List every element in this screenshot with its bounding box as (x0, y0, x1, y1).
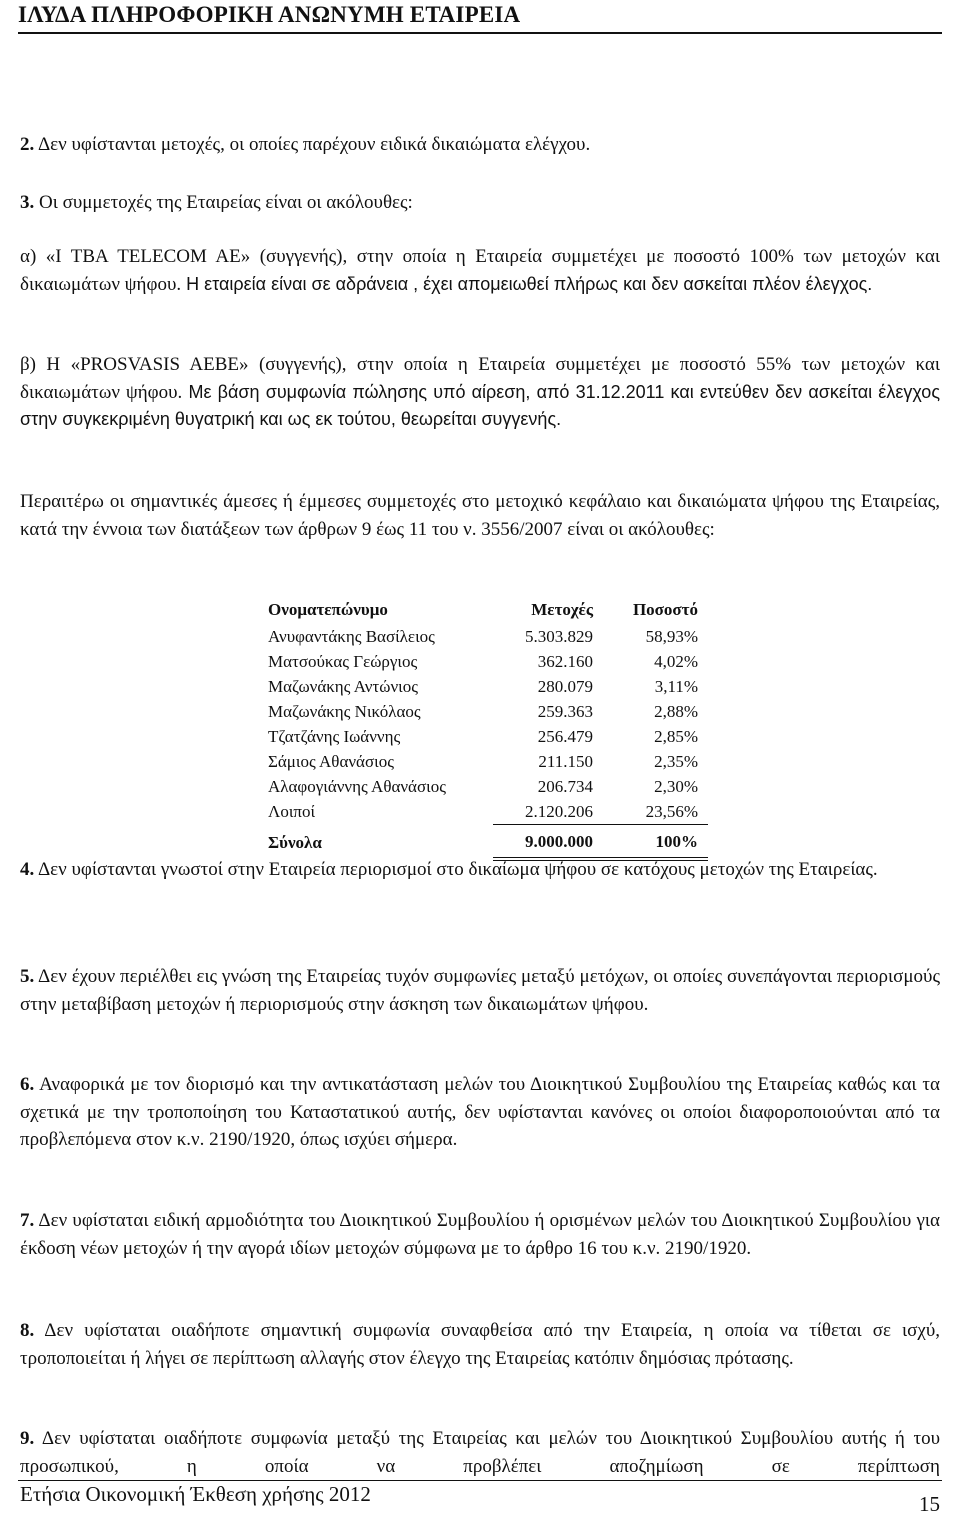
shareholder-shares: 256.479 (537, 726, 593, 746)
item-number: 2. (20, 134, 35, 155)
shareholder-percent: 2,88% (654, 701, 698, 721)
shareholder-percent: 2,85% (654, 726, 698, 746)
item-4 (20, 856, 940, 884)
table-row (266, 799, 708, 825)
item-number: 4. (20, 859, 35, 880)
table-row (266, 674, 708, 699)
page-number: 15 (919, 1492, 940, 1516)
table-total-row (266, 825, 708, 860)
shareholder-name: Λοιποί (268, 801, 316, 821)
table-row (266, 774, 708, 799)
total-percent: 100% (596, 825, 708, 860)
shareholder-shares: 5.303.829 (525, 626, 593, 646)
item-text: Δεν υφίσταται ειδική αρμοδιότητα του Διοικητικού Συμβουλίου ή ορισμένων μελών του Διοικητικού Συμβουλίου για έκδοση νέων μετοχών ή την αγορά ιδίων μετοχών σύμφωνα με το άρθρο 16 του κ.ν. 2190/1920. (20, 1210, 940, 1259)
shareholder-name: Αλαφογιάννης Αθανάσιος (268, 776, 446, 796)
subitem-note: Η εταιρεία είναι σε αδράνεια , έχει απομειωθεί πλήρως και δεν ασκείται πλέον έλεγχος. (181, 273, 873, 294)
item-text: Δεν υφίστανται γνωστοί στην Εταιρεία περιορισμοί στο δικαίωμα ψήφου σε κατόχους μετοχών της Εταιρείας. (34, 859, 878, 880)
item-text: Δεν έχουν περιέλθει εις γνώση της Εταιρείας τυχόν συμφωνίες μεταξύ μετόχων, οι οποίες συνεπάγονται περιορισμούς στην μεταβίβαση μετοχών ή περιορισμούς στην άσκηση των δικαιωμάτων ψήφου. (20, 966, 940, 1015)
shareholder-name: Τζατζάνης Ιωάννης (268, 726, 401, 746)
item-number: 6. (20, 1074, 35, 1095)
shareholder-percent: 23,56% (596, 799, 708, 825)
shareholders-intro: Περαιτέρω οι σημαντικές άμεσες ή έμμεσες συμμετοχές στο μετοχικό κεφάλαιο και δικαιώματα ψήφου της Εταιρείας, κατά την έννοια των διατάξεων των άρθρων 9 έως 11 του ν. 3556/2007 είναι οι ακόλουθες: (20, 491, 940, 540)
item-7 (20, 1207, 940, 1262)
document-header: ΙΛΥΔΑ ΠΛΗΡΟΦΟΡΙΚΗ ΑΝΩΝΥΜΗ ΕΤΑΙΡΕΙΑ (18, 2, 942, 34)
table-row (266, 699, 708, 724)
item-2 (20, 131, 940, 159)
shareholder-percent: 2,35% (654, 751, 698, 771)
header-name: Ονοματεπώνυμο (268, 600, 388, 619)
shareholder-shares: 362.160 (537, 651, 593, 671)
item-8 (20, 1317, 940, 1372)
subitem-b (20, 351, 940, 434)
shareholder-percent: 3,11% (654, 676, 698, 696)
shareholder-percent: 2,30% (654, 776, 698, 796)
item-text: Δεν υφίστανται μετοχές, οι οποίες παρέχουν ειδικά δικαιώματα ελέγχου. (34, 134, 591, 155)
item-6 (20, 1071, 940, 1154)
table-row (266, 649, 708, 674)
footer-title: Ετήσια Οικονομική Έκθεση χρήσης 2012 (20, 1482, 371, 1506)
shareholder-percent: 58,93% (645, 626, 698, 646)
header-shares: Μετοχές (531, 600, 593, 619)
shareholder-name: Ανυφαντάκης Βασίλειος (268, 626, 435, 646)
item-text: Αναφορικά με τον διορισμό και την αντικατάσταση μελών του Διοικητικού Συμβουλίου της Εταιρείας καθώς και τα σχετικά με την τροποποίηση του Καταστατικού αυτής, δεν υφίστανται κανόνες οι οποίοι διαφοροποιούνται από τα προβλεπόμενα στον κ.ν. 2190/1920, όπως ισχύει σήμερα. (20, 1074, 940, 1150)
subitem-text: β) Η «PROSVASIS AEBE» (συγγενής), στην οποία η Εταιρεία συμμετέχει με ποσοστό 55% των μετοχών και δικαιωμάτων ψήφου. (20, 354, 940, 403)
item-number: 5. (20, 966, 35, 987)
item-text: Δεν υφίσταται οιαδήποτε σημαντική συμφωνία συναφθείσα από την Εταιρεία, η οποία να τίθεται σε ισχύ, τροποποιείται ή λήγει σε περίπτωση αλλαγής στον έλεγχο της Εταιρείας κατόπιν δημόσιας πρότασης. (20, 1320, 940, 1369)
item-3 (20, 189, 940, 217)
shareholder-shares: 2.120.206 (493, 799, 596, 825)
item-5 (20, 963, 940, 1018)
subitem-note: Με βάση συμφωνία πώλησης υπό αίρεση, από 31.12.2011 και εντεύθεν δεν ασκείται έλεγχος στην συγκεκριμένη θυγατρική και ως εκ τούτου, θεωρείται συγγενής. (20, 381, 940, 429)
shareholder-shares: 206.734 (537, 776, 593, 796)
table-row (266, 749, 708, 774)
shareholder-name: Μαζωνάκης Νικόλαος (268, 701, 421, 721)
header-percent: Ποσοστό (632, 600, 698, 619)
table-row (266, 724, 708, 749)
shareholder-percent: 4,02% (654, 651, 698, 671)
item-text: Δεν υφίσταται οιαδήποτε συμφωνία μεταξύ της Εταιρείας και μελών του Διοικητικού Συμβουλίου αυτής ή του προσωπικού, η οποία να προβλέπει αποζημίωση σε περίπτωση (20, 1428, 940, 1477)
item-number: 8. (20, 1320, 35, 1341)
subitem-a (20, 243, 940, 298)
table-header-row (266, 596, 708, 624)
item-9 (20, 1425, 940, 1480)
total-label: Σύνολα (268, 832, 322, 852)
shareholder-shares: 259.363 (537, 701, 593, 721)
shareholder-name: Μαζωνάκης Αντώνιος (268, 676, 418, 696)
shareholder-name: Σάμιος Αθανάσιος (268, 751, 394, 771)
shareholder-shares: 280.079 (537, 676, 593, 696)
table-row (266, 624, 708, 649)
item-text: Οι συμμετοχές της Εταιρείας είναι οι ακόλουθες: (34, 192, 413, 213)
item-number: 3. (20, 192, 35, 213)
shareholder-name: Ματσούκας Γεώργιος (268, 651, 418, 671)
total-shares: 9.000.000 (493, 825, 596, 860)
shareholder-shares: 211.150 (538, 751, 593, 771)
subitem-text: α) «Ι ΤΒΑ TELECOM AE» (συγγενής), στην οποία η Εταιρεία συμμετέχει με ποσοστό 100% των μετοχών και δικαιωμάτων ψήφου. (20, 246, 940, 295)
footer-divider (18, 1480, 942, 1481)
item-number: 9. (20, 1428, 35, 1449)
shareholders-table (266, 596, 708, 861)
item-number: 7. (20, 1210, 35, 1231)
